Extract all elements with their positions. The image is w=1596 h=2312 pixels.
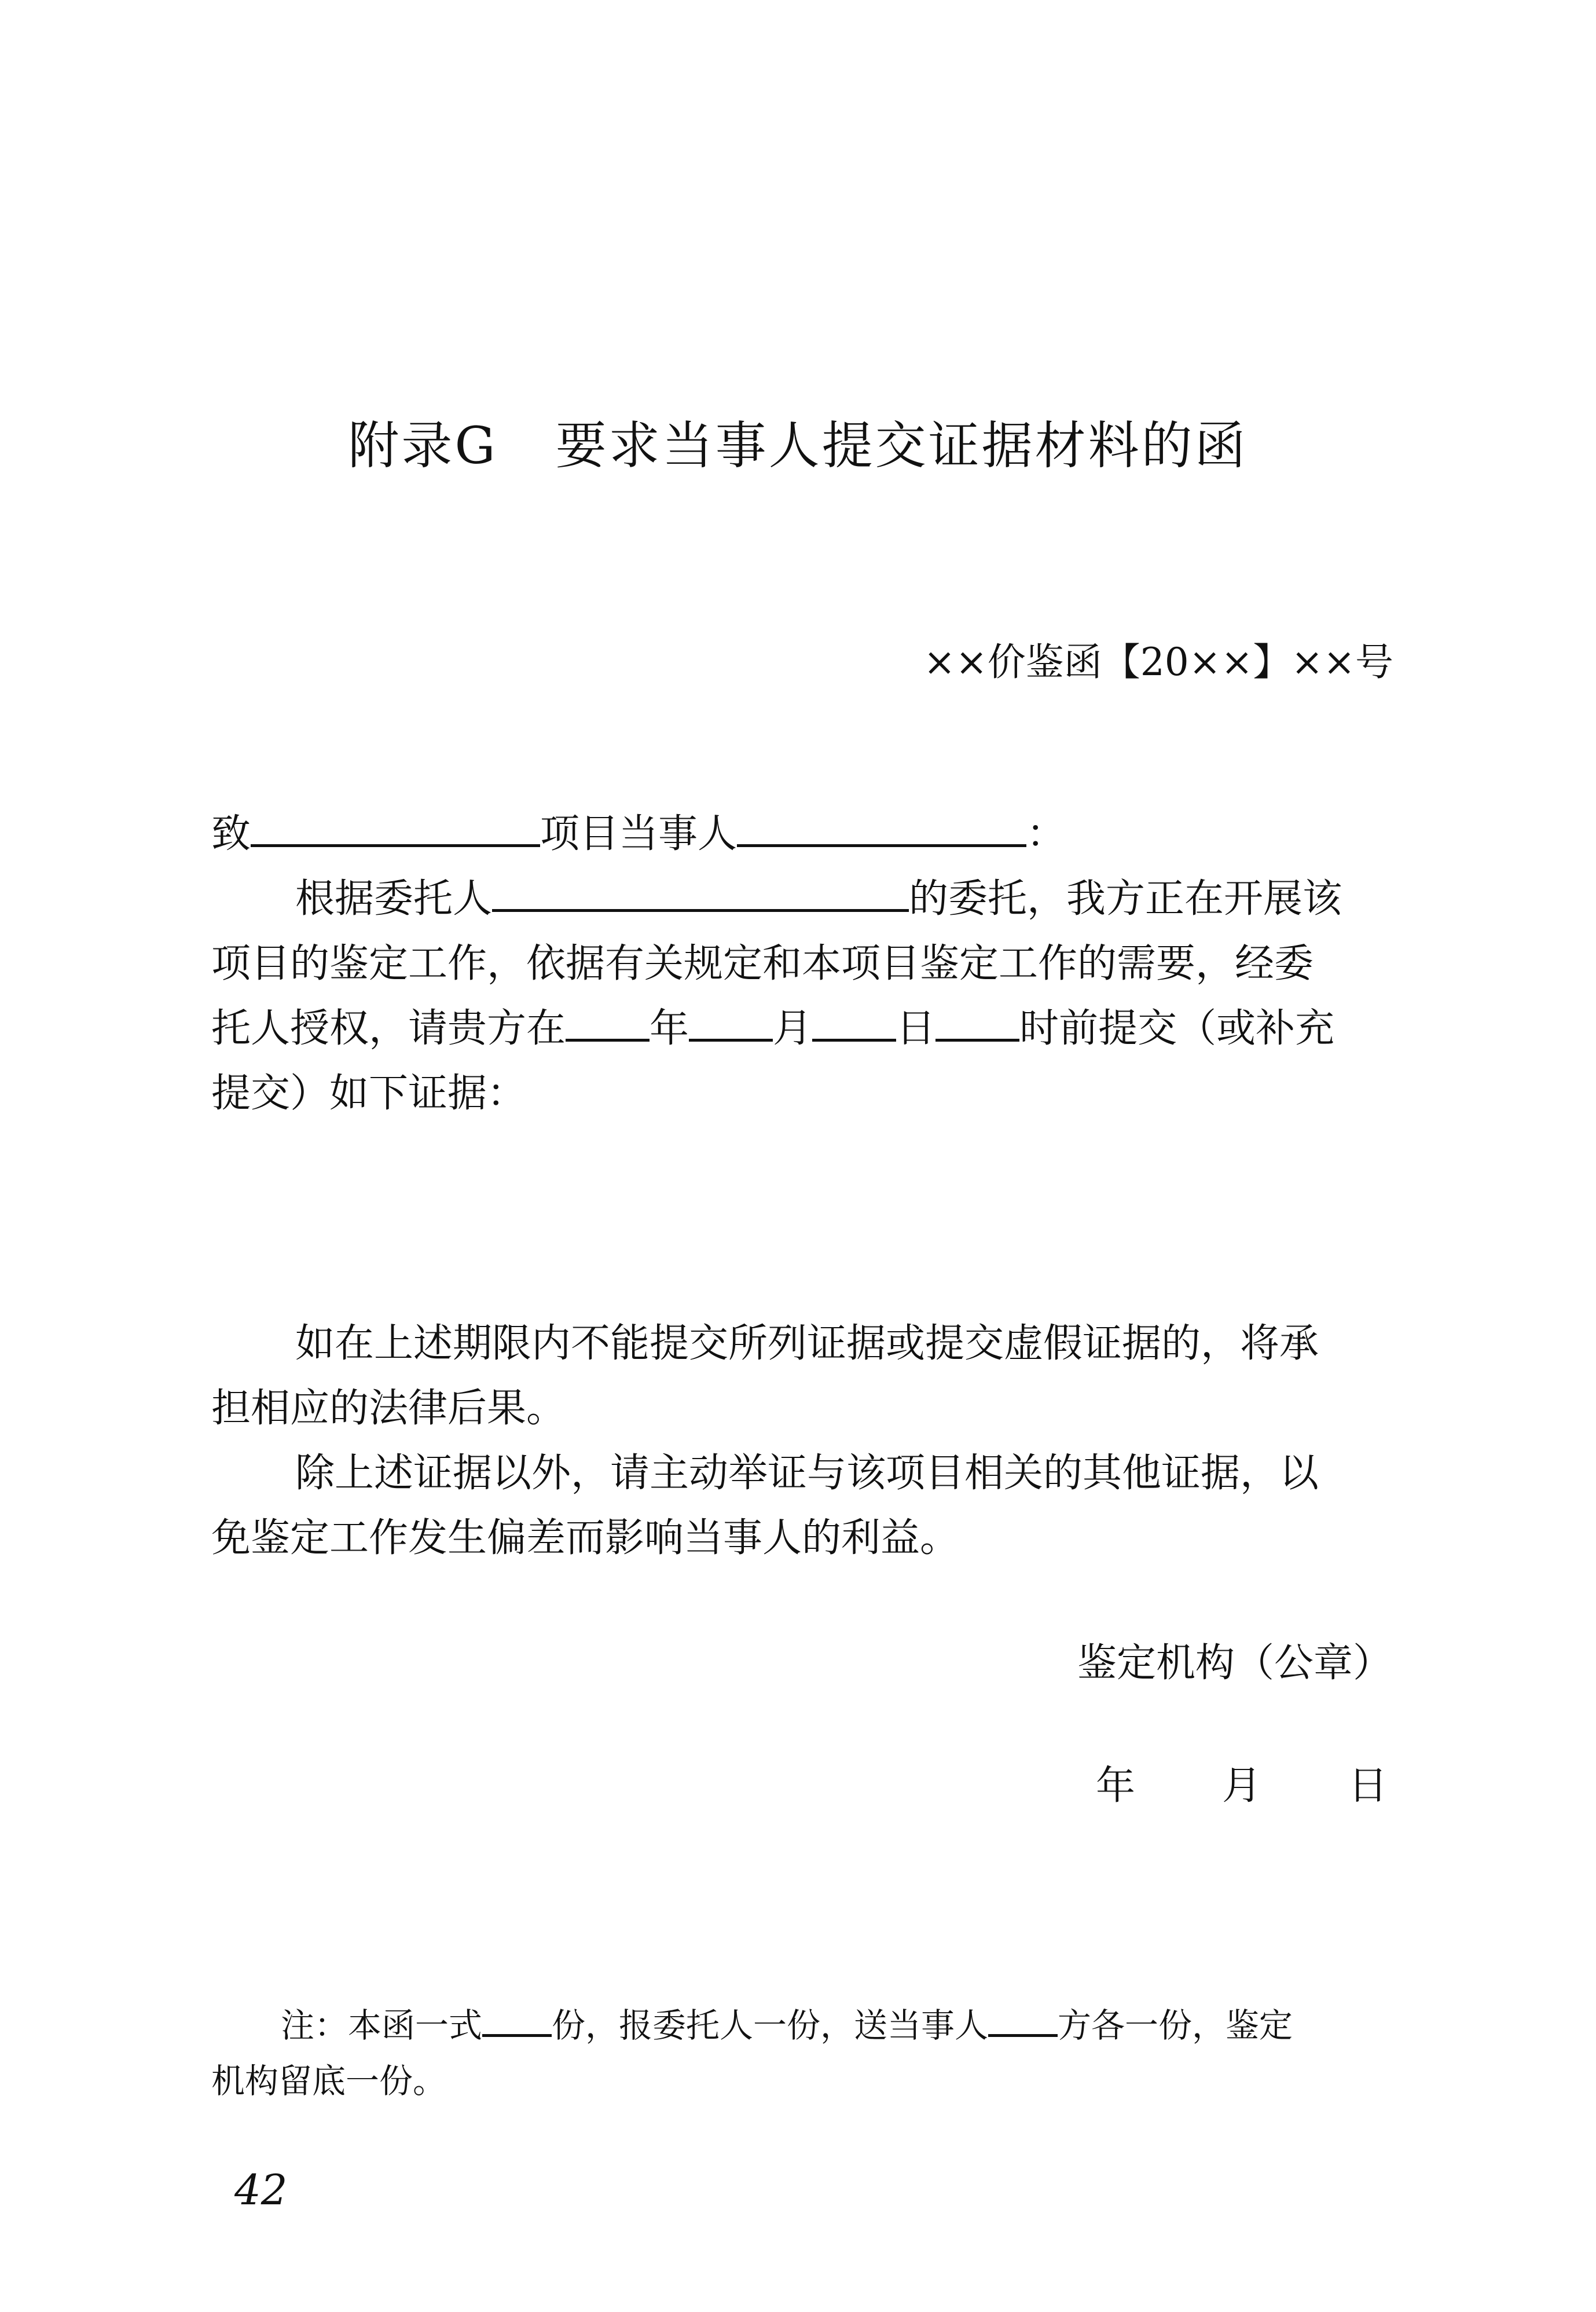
- p1-text-b: 的委托，我方正在开展该: [909, 876, 1342, 922]
- note-text-b: 份，报委托人一份，送当事人: [552, 2006, 989, 2045]
- blank-day: [812, 997, 896, 1042]
- salutation-to: 致: [211, 811, 251, 857]
- date-line: [1096, 1754, 1388, 1811]
- date-day: 日: [1348, 1763, 1388, 1809]
- blank-parties: [988, 1999, 1058, 2037]
- note-line2: 机构留底一份。: [211, 2061, 447, 2101]
- p1-month: 月: [773, 1006, 813, 1051]
- note-line1: [211, 1998, 1392, 2053]
- letter-body: [211, 802, 1392, 1126]
- blank-hour: [935, 997, 1019, 1042]
- p1-year: 年: [650, 1006, 689, 1051]
- blank-year: [566, 997, 650, 1042]
- title-text: 要求当事人提交证据材料的函: [555, 416, 1248, 475]
- page-title: [0, 405, 1596, 478]
- paragraph1-line3: [211, 996, 1392, 1061]
- p1-day: 日: [896, 1006, 936, 1051]
- note-text-a: 注：本函一式: [281, 2006, 483, 2045]
- reference-number: ××价鉴函【20××】××号: [923, 640, 1393, 684]
- paragraph2-line1: 如在上述期限内不能提交所列证据或提交虚假证据的，将承: [295, 1321, 1319, 1366]
- signature-org: 鉴定机构（公章）: [1077, 1640, 1392, 1686]
- blank-recipient: [251, 803, 540, 847]
- blank-client: [492, 867, 909, 912]
- paragraph1-line1: [211, 867, 1392, 932]
- paragraph3-line2: 免鉴定工作发生偏差而影响当事人的利益。: [211, 1515, 960, 1561]
- note-text-c: 方各一份，鉴定: [1058, 2006, 1293, 2045]
- salutation-colon: ：: [1026, 811, 1066, 857]
- paragraph2-line2: 担相应的法律后果。: [211, 1386, 566, 1431]
- blank-copies: [482, 1999, 552, 2037]
- blank-month: [689, 997, 773, 1042]
- salutation-line: [211, 802, 1392, 867]
- p1-line3-text-b: 时前提交（或补充: [1019, 1006, 1335, 1051]
- salutation-project-party: 项目当事人: [540, 811, 738, 857]
- blank-party-name: [737, 803, 1026, 847]
- paragraph1-line4: 提交）如下证据：: [211, 1071, 527, 1116]
- date-year: 年: [1095, 1763, 1135, 1809]
- p1-text-a: 根据委托人: [295, 876, 493, 922]
- footnote: [211, 1998, 1392, 2109]
- page-number: 42: [234, 2166, 288, 2214]
- paragraph2: [211, 1311, 1392, 1571]
- date-month: 月: [1221, 1763, 1261, 1809]
- title-prefix: 附录G: [348, 416, 498, 475]
- paragraph1-line2: 项目的鉴定工作，依据有关规定和本项目鉴定工作的需要，经委: [211, 941, 1314, 987]
- paragraph3-line1: 除上述证据以外，请主动举证与该项目相关的其他证据，以: [295, 1450, 1319, 1496]
- p1-line3-text-a: 托人授权，请贵方在: [211, 1006, 566, 1051]
